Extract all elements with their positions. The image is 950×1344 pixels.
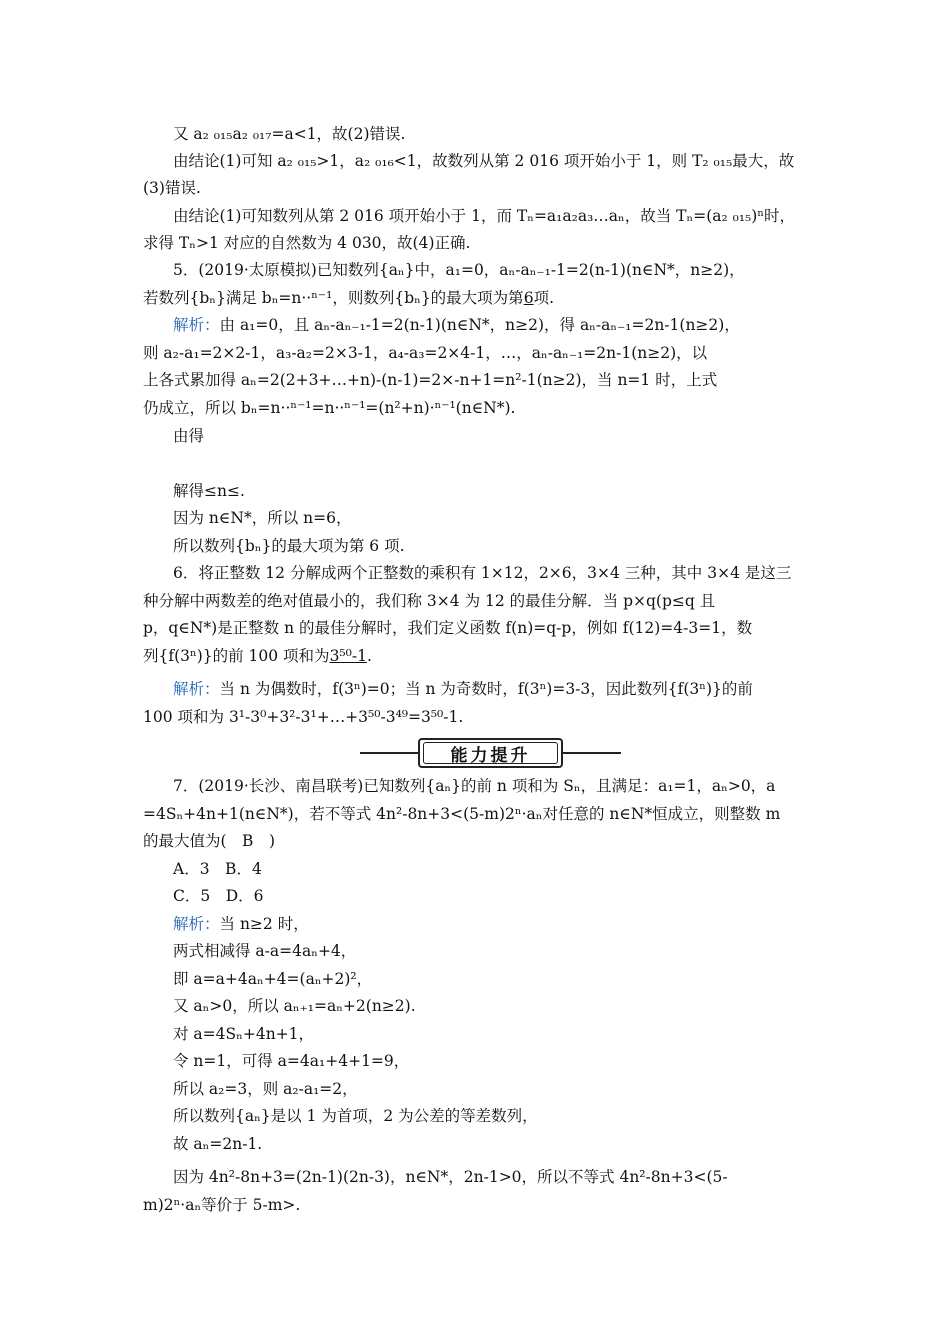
text-line [173,678,853,700]
line-text: (3)错误. [143,179,201,197]
text-line [173,858,853,880]
line-text: 所以数列{aₙ}是以 1 为首项，2 为公差的等差数列， [173,1107,538,1125]
text-line [173,205,853,227]
answer-blank: 6 [523,289,534,307]
text-line [143,1194,823,1216]
text-line [173,425,853,447]
text-line [173,314,853,336]
line-text: 7．(2019·长沙、南昌联考)已知数列{aₙ}的前 n 项和为 Sₙ，且满足：a₁=1，aₙ>0，a [173,777,776,795]
analysis-label: 解析： [173,680,220,698]
line-text: 求得 Tₙ>1 对应的自然数为 4 030，故(4)正确. [143,234,471,252]
line-text: 当 n 为偶数时，f(3ⁿ)=0；当 n 为奇数时，f(3ⁿ)=3-3，因此数列{f(3ⁿ)}的前 [219,680,753,698]
line-text: A．3 B．4 [173,860,262,878]
text-line [143,369,823,391]
text-line [143,287,823,309]
text-line [173,1166,853,1188]
line-text: 的最大值为( B ) [143,832,275,850]
text-line [173,968,853,990]
line-text: 上各式累加得 aₙ=2(2+3+…+n)-(n-1)=2×-n+1=n²-1(n≥2)，当 n=1 时，上式 [143,371,718,389]
text-line [143,342,823,364]
text-line [143,232,823,254]
line-text: 所以数列{bₙ}的最大项为第 6 项. [173,537,405,555]
line-text: 100 项和为 3¹-3⁰+3²-3¹+…+3⁵⁰-3⁴⁹=3⁵⁰-1. [143,708,464,726]
text-line [173,940,853,962]
line-text: 6．将正整数 12 分解成两个正整数的乘积有 1×12，2×6，3×4 三种，其中 3×4 是这三 [173,564,792,582]
banner-rule-left [360,752,418,754]
line-text: 由得 [173,427,205,445]
line-text: 当 n≥2 时， [219,915,309,933]
line-text: p，q∈N*)是正整数 n 的最佳分解时，我们定义函数 f(n)=q-p，例如 f(12)=4-3=1，数 [143,619,753,637]
line-text: 因为 4n²-8n+3=(2n-1)(2n-3)，n∈N*，2n-1>0，所以不等式 4n²-8n+3<(5- [173,1168,728,1186]
line-text: 故 aₙ=2n-1. [173,1135,263,1153]
text-line [143,803,823,825]
line-text-end: . [366,647,372,665]
section-banner-title: 能力提升 [423,742,558,764]
text-line [143,830,823,852]
analysis-label: 解析： [173,316,220,334]
line-text: 则 a₂-a₁=2×2-1，a₃-a₂=2×3-1，a₄-a₃=2×4-1，…，aₙ-aₙ₋₁=2n-1(n≥2)，以 [143,344,708,362]
text-line [173,885,853,907]
line-text: 种分解中两数差的绝对值最小的，我们称 3×4 为 12 的最佳分解．当 p×q(p≤q 且 [143,592,716,610]
line-text: 所以 a₂=3，则 a₂-a₁=2， [173,1080,358,1098]
line-text: 解得≤n≤. [173,482,245,500]
line-text: 两式相减得 a-a=4aₙ+4， [173,942,357,960]
text-line [173,259,853,281]
text-line [173,123,853,145]
text-line [173,995,853,1017]
line-text: 因为 n∈N*，所以 n=6， [173,509,352,527]
line-text: C．5 D．6 [173,887,264,905]
line-text-end: 项. [533,289,554,307]
text-line [173,775,853,797]
line-text: 列{f(3ⁿ)}的前 100 项和为 [143,647,330,665]
line-text: 若数列{bₙ}满足 bₙ=n··ⁿ⁻¹，则数列{bₙ}的最大项为第 [143,289,524,307]
text-line [173,1105,853,1127]
text-line [143,397,823,419]
line-text: 5．(2019·太原模拟)已知数列{aₙ}中，a₁=0，aₙ-aₙ₋₁-1=2(n-1)(n∈N*，n≥2)， [173,261,745,279]
text-line [143,590,823,612]
text-line [143,645,823,667]
answer-blank: 3⁵⁰-1 [329,647,367,665]
text-line [143,177,823,199]
text-line [173,1133,853,1155]
analysis-label: 解析： [173,915,220,933]
text-line [173,913,853,935]
line-text: 由结论(1)可知数列从第 2 016 项开始小于 1，而 Tₙ=a₁a₂a₃…aₙ，故当 Tₙ=(a₂ ₀₁₅)ⁿ时， [173,207,796,225]
text-line [173,150,853,172]
line-text: 即 a=a+4aₙ+4=(aₙ+2)²， [173,970,373,988]
line-text: 又 a₂ ₀₁₅a₂ ₀₁₇=a<1，故(2)错误. [173,125,406,143]
line-text: =4Sₙ+4n+1(n∈N*)，若不等式 4n²-8n+3<(5-m)2ⁿ·aₙ对任意的 n∈N*恒成立，则整数 m [143,805,781,823]
text-line [173,1023,853,1045]
line-text: m)2ⁿ·aₙ等价于 5-m>. [143,1196,301,1214]
line-text: 对 a=4Sₙ+4n+1， [173,1025,315,1043]
line-text: 由结论(1)可知 a₂ ₀₁₅>1，a₂ ₀₁₆<1，故数列从第 2 016 项开始小于 1，则 T₂ ₀₁₅最大，故 [173,152,795,170]
text-line [143,617,823,639]
line-text: 令 n=1，可得 a=4a₁+4+1=9， [173,1052,410,1070]
banner-rule-right [563,752,621,754]
text-line [173,562,853,584]
text-line [173,1078,853,1100]
text-line [143,706,823,728]
text-line [173,480,853,502]
line-text: 仍成立，所以 bₙ=n··ⁿ⁻¹=n··ⁿ⁻¹=(n²+n)·ⁿ⁻¹(n∈N*). [143,399,516,417]
line-text: 又 aₙ>0，所以 aₙ₊₁=aₙ+2(n≥2). [173,997,416,1015]
line-text: 由 a₁=0，且 aₙ-aₙ₋₁-1=2(n-1)(n∈N*，n≥2)，得 aₙ-aₙ₋₁=2n-1(n≥2)， [219,316,740,334]
text-line [173,535,853,557]
section-banner [418,738,563,768]
text-line [173,1050,853,1072]
text-line [173,507,853,529]
